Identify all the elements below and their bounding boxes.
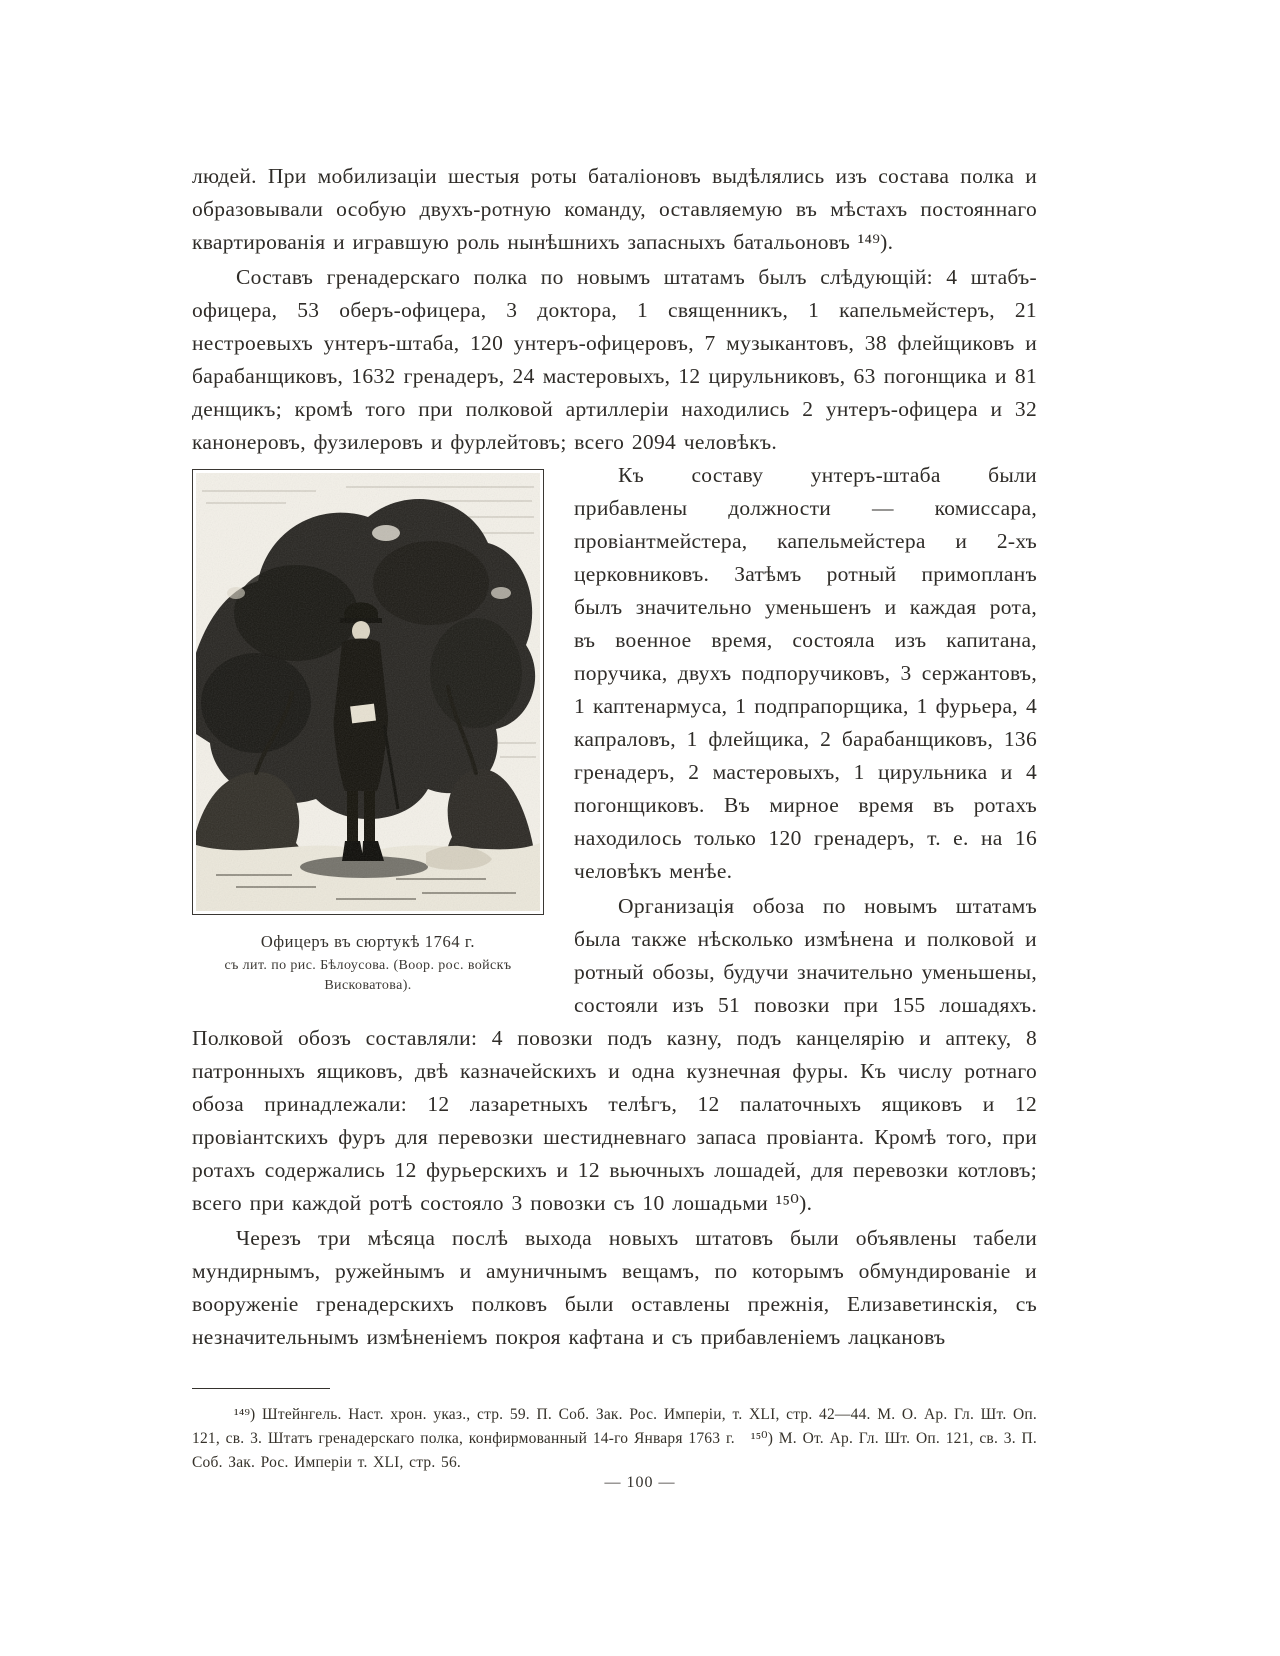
officer-lithograph-image bbox=[196, 473, 540, 911]
footnote-150: ¹⁵⁰) М. От. Ар. Гл. Шт. Оп. 121, св. 3. П. Соб. Зак. Рос. Имперіи т. XLI, стр. 56. bbox=[192, 1430, 1038, 1471]
figure-caption-title: Офицеръ въ сюртукѣ 1764 г. bbox=[260, 932, 476, 951]
figure bbox=[192, 469, 544, 996]
footnote-149: ¹⁴⁹) Штейнгель. Наст. хрон. указ., стр. 59. П. Соб. Зак. Рос. Имперіи, т. XLI, стр. 42—44. М. О. Ар. Гл. Шт. Оп. 121, св. 3. Штатъ гренадерскаго полка, конфирмованный 14-го Января 1763 г. bbox=[192, 1406, 1037, 1447]
engraving-image bbox=[192, 469, 544, 915]
page-number: — 100 — bbox=[604, 1474, 676, 1491]
footnotes bbox=[192, 1403, 1037, 1475]
body-paragraph: Организація обоза по новымъ штатамъ была также нѣсколько измѣнена и полковой и ротный обозы, будучи значительно уменьшены, состояли изъ 51 повозки при 155 лошадяхъ. Полковой обозъ составляли: 4 повозки подъ казну, подъ канцелярію и аптеку, 8 патронныхъ ящиковъ, двѣ казначейскихъ и одна кузнечная фуры. Къ числу ротнаго обоза принадлежали: 12 лазаретныхъ телѣгъ, 12 палаточныхъ ящиковъ и 12 провіантскихъ фуръ для перевозки шестидневнаго запаса провіанта. Кромѣ того, при ротахъ содержались 12 фурьерскихъ и 12 вьючныхъ лошадей, для перевозки котловъ; всего при каждой ротѣ состояло 3 повозки съ 10 лошадьми ¹⁵⁰). bbox=[192, 894, 1037, 1215]
body-paragraph: Къ составу унтеръ-штаба были прибавлены должности — комиссара, провіантмейстера, капельмейстера и 2-хъ церковниковъ. Затѣмъ ротный примопланъ былъ значительно уменьшенъ и каждая рота, въ военное время, состояла изъ капитана, поручика, двухъ подпоручиковъ, 3 сержантовъ, 1 каптенармуса, 1 подпрапорщика, 1 фурьера, 4 капраловъ, 1 флейщика, 2 барабанщиковъ, 136 гренадеръ, 2 мастеровыхъ, 1 цирульника и 4 погонщиковъ. Въ мирное время въ ротахъ находилось только 120 гренадеръ, т. е. на 16 человѣкъ менѣе. bbox=[574, 463, 1037, 883]
page-content bbox=[192, 160, 1037, 1475]
figure-caption bbox=[192, 931, 544, 996]
body-paragraph: Составъ гренадерскаго полка по новымъ штатамъ былъ слѣдующій: 4 штабъ-офицера, 53 оберъ-офицера, 3 доктора, 1 священникъ, 1 капельмейстеръ, 21 нестроевыхъ унтеръ-штаба, 120 унтеръ-офицеровъ, 7 музыкантовъ, 38 флейщиковъ и барабанщиковъ, 1632 гренадеръ, 24 мастеровыхъ, 12 цирульниковъ, 63 погонщика и 81 денщикъ; кромѣ того при полковой артиллеріи находились 2 унтеръ-офицера и 32 канонеровъ, фузилеровъ и фурлейтовъ; всего 2094 человѣкъ. bbox=[192, 265, 1037, 454]
figure-caption-source: съ лит. по рис. Бѣлоусова. (Воор. рос. войскъ Висковатова). bbox=[224, 958, 512, 993]
footnote-rule bbox=[192, 1388, 330, 1389]
body-paragraph: Черезъ три мѣсяца послѣ выхода новыхъ штатовъ были объявлены табели мундирнымъ, ружейнымъ и амуничнымъ вещамъ, по которымъ обмундированіе и вооруженіе гренадерскихъ полковъ были оставлены прежнія, Елизаветинскія, съ незначительнымъ измѣненіемъ покроя кафтана и съ прибавленіемъ лацкановъ bbox=[192, 1226, 1037, 1349]
body-paragraph: людей. При мобилизаціи шестыя роты баталіоновъ выдѣлялись изъ состава полка и образовывали особую двухъ-ротную команду, оставляемую въ мѣстахъ постояннаго квартированія и игравшую роль нынѣшнихъ запасныхъ батальоновъ ¹⁴⁹). bbox=[192, 164, 1037, 254]
